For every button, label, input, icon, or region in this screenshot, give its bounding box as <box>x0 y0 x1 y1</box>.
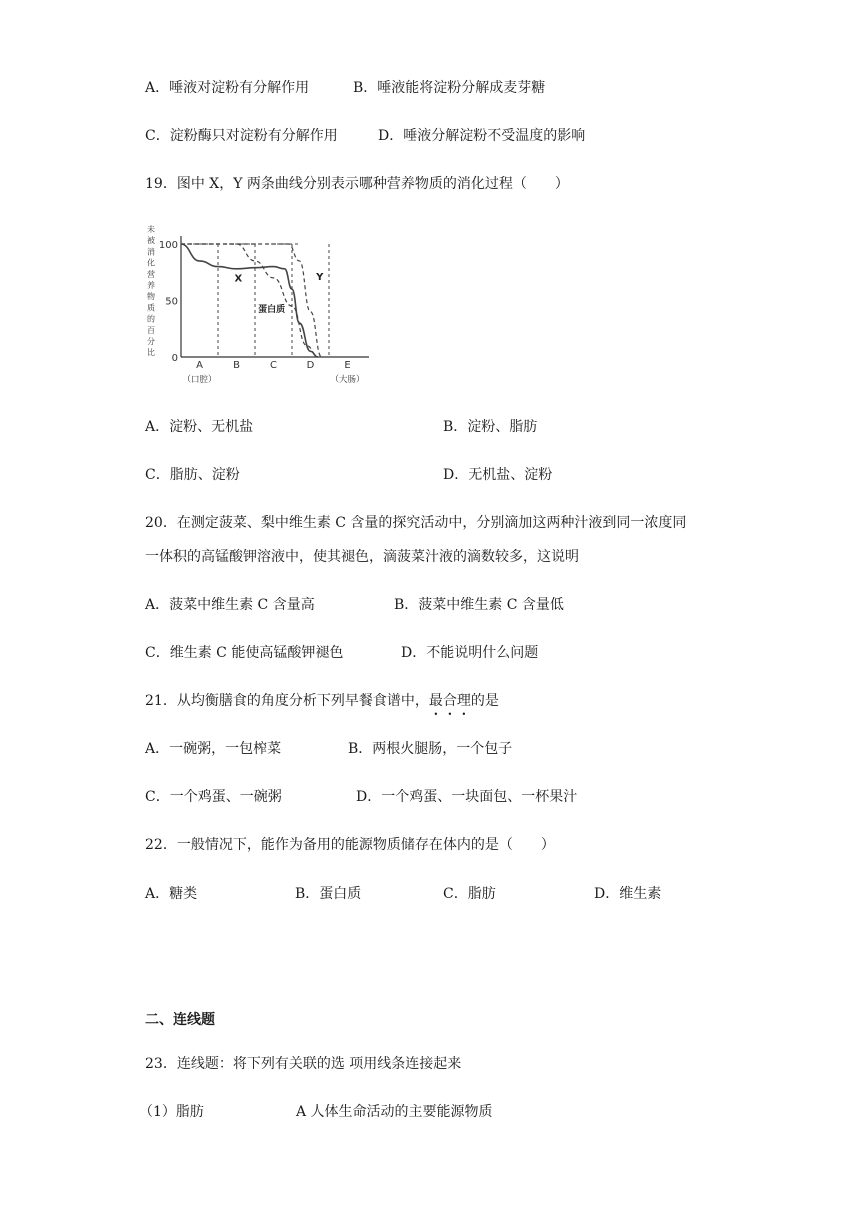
y-tick-label: 50 <box>165 296 178 308</box>
x-tick-label: B <box>233 360 240 371</box>
q19-stem: 19．图中 X，Y 两条曲线分别表示哪种营养物质的消化过程（ ） <box>145 176 569 192</box>
q20-stem-line2: 一体积的高锰酸钾溶液中，使其褪色，滴菠菜汁液的滴数较多，这说明 <box>145 549 579 565</box>
y-tick-label: 0 <box>171 353 178 364</box>
y-axis-label-char: 的 <box>147 314 155 324</box>
q21-emphasis-char: 最 <box>428 693 443 709</box>
q22-option-a: A．糖类 <box>145 886 198 902</box>
x-tick-label: E <box>344 360 351 371</box>
y-axis-label-char: 被 <box>147 236 155 246</box>
x-category-note: （大肠） <box>330 375 365 385</box>
section-title: 二、连线题 <box>145 1012 215 1028</box>
q21-stem <box>145 691 499 711</box>
series-label: 蛋白质 <box>258 304 286 315</box>
q18-option-c: C．淀粉酶只对淀粉有分解作用 <box>145 128 338 144</box>
q20-option-c: C．维生素 C 能使高锰酸钾褪色 <box>145 645 344 661</box>
q23-left-item-1: （1）脂肪 <box>139 1104 204 1120</box>
q21-emphasis-char: 合 <box>442 693 457 709</box>
q20-option-a: A．菠菜中维生素 C 含量高 <box>145 597 315 613</box>
q21-option-b: B．两根火腿肠，一个包子 <box>348 741 513 757</box>
q21-option-a: A．一碗粥，一包榨菜 <box>145 741 282 757</box>
q18-option-a: A．唾液对淀粉有分解作用 <box>145 80 310 96</box>
digestion-chart <box>145 220 385 390</box>
y-axis-label-char: 养 <box>147 281 155 290</box>
q18-option-b: B．唾液能将淀粉分解成麦芽糖 <box>353 80 546 96</box>
q19-option-a: A．淀粉、无机盐 <box>145 419 254 435</box>
y-axis-label-char: 未 <box>147 225 155 234</box>
q21-option-c: C．一个鸡蛋、一碗粥 <box>145 789 282 805</box>
q22-option-b: B．蛋白质 <box>295 886 362 902</box>
y-axis-label-char: 物 <box>147 292 155 302</box>
x-category-note: （口腔） <box>182 375 217 385</box>
y-axis-label-char: 分 <box>147 337 155 346</box>
y-axis-label-char: 百 <box>147 325 155 335</box>
q21-stem-suffix: 的是 <box>470 693 499 709</box>
x-tick-label: A <box>196 360 203 371</box>
series-label: X <box>234 273 243 285</box>
q23-stem: 23．连线题：将下列有关联的选 项用线条连接起来 <box>145 1056 462 1072</box>
q21-emphasis-char: 理 <box>456 693 471 709</box>
y-axis-label-char: 比 <box>147 348 155 358</box>
y-tick-label: 100 <box>158 240 178 251</box>
x-tick-label: C <box>270 360 277 371</box>
series-label: Y <box>316 272 324 284</box>
q21-stem-prefix: 21．从均衡膳食的角度分析下列早餐食谱中， <box>145 693 429 709</box>
y-axis-label-char: 消 <box>147 247 155 257</box>
q19-option-d: D．无机盐、淀粉 <box>443 467 553 483</box>
q19-option-c: C．脂肪、淀粉 <box>145 467 240 483</box>
q18-option-d: D．唾液分解淀粉不受温度的影响 <box>378 128 586 144</box>
q19-option-b: B．淀粉、脂肪 <box>443 419 538 435</box>
q20-option-b: B．菠菜中维生素 C 含量低 <box>394 597 564 613</box>
q23-right-item-a: A 人体生命活动的主要能源物质 <box>296 1104 493 1120</box>
q22-option-d: D．维生素 <box>594 886 662 902</box>
q22-stem: 22．一般情况下，能作为备用的能源物质储存在体内的是（ ） <box>145 837 555 853</box>
q20-option-d: D．不能说明什么问题 <box>401 645 539 661</box>
series-curve-x <box>181 244 318 357</box>
q22-option-c: C．脂肪 <box>443 886 496 902</box>
digestion-chart-svg <box>145 220 385 390</box>
q20-stem-line1: 20．在测定菠菜、梨中维生素 C 含量的探究活动中，分别滴加这两种汁液到同一浓度同 <box>145 515 687 531</box>
q21-option-d: D．一个鸡蛋、一块面包、一杯果汁 <box>356 789 578 805</box>
x-tick-label: D <box>306 360 315 371</box>
y-axis-label-char: 化 <box>147 258 155 268</box>
y-axis-label-char: 营 <box>147 269 155 279</box>
y-axis-label-char: 质 <box>147 303 155 313</box>
